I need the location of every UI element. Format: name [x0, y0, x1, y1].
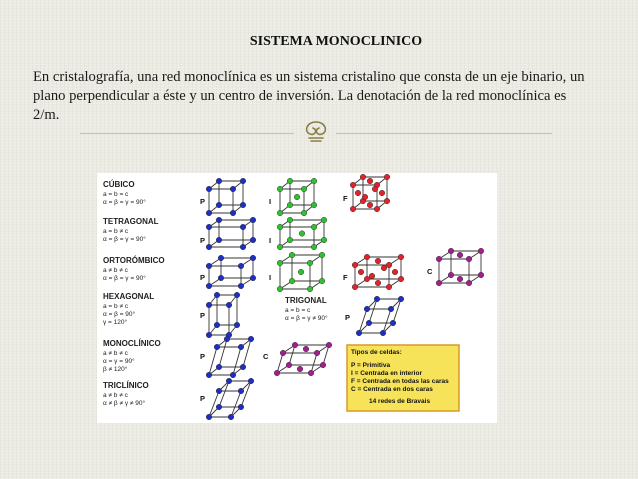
- svg-text:α = β = γ ≠ 90°: α = β = γ ≠ 90°: [285, 315, 328, 322]
- bravais-lattices-diagram: [97, 173, 497, 423]
- legend-item-p: P = Primitiva: [351, 362, 391, 369]
- cell-types-legend: [347, 345, 459, 411]
- letter-f-orthorhombic: F: [343, 273, 348, 282]
- svg-text:a = b ≠ c: a = b ≠ c: [103, 228, 129, 235]
- svg-text:a ≠ b ≠ c: a ≠ b ≠ c: [103, 392, 128, 399]
- legend-item-i: I = Centrada en interior: [351, 370, 422, 377]
- svg-text:TRIGONAL: TRIGONAL: [285, 296, 327, 305]
- system-label-monoclinic: [103, 339, 161, 373]
- system-label-orthorhombic: [103, 256, 165, 282]
- letter-c-monoclinic: C: [263, 352, 269, 361]
- legend-footer: 14 redes de Bravais: [369, 398, 431, 405]
- divider-left: [80, 133, 294, 134]
- svg-text:α ≠ β ≠ γ ≠ 90°: α ≠ β ≠ γ ≠ 90°: [103, 400, 146, 407]
- orthorhombic-i-cell: [277, 252, 325, 292]
- svg-text:a = b = c: a = b = c: [103, 191, 129, 198]
- svg-text:a = b ≠ c: a = b ≠ c: [103, 303, 129, 310]
- trigonal-p-cell: [356, 296, 404, 336]
- bravais-lattices-figure: [97, 173, 497, 423]
- cubic-p-cell: [206, 178, 246, 216]
- svg-text:a ≠ b ≠ c: a ≠ b ≠ c: [103, 350, 128, 357]
- legend-item-f: F = Centrada en todas las caras: [351, 378, 449, 385]
- svg-text:TRICLÍNICO: TRICLÍNICO: [103, 381, 149, 390]
- system-label-hexagonal: [103, 292, 154, 326]
- svg-text:α = β = γ = 90°: α = β = γ = 90°: [103, 199, 146, 206]
- system-label-tetragonal: [103, 217, 159, 243]
- letter-p-hexagonal: P: [200, 311, 206, 320]
- tetragonal-p-cell: [206, 217, 256, 250]
- svg-text:γ = 120°: γ = 120°: [103, 319, 128, 326]
- cubic-f-cell: [350, 174, 390, 212]
- svg-text:HEXAGONAL: HEXAGONAL: [103, 292, 155, 301]
- svg-text:MONOCLÍNICO: MONOCLÍNICO: [103, 339, 161, 348]
- divider-right: [336, 133, 552, 134]
- system-label-trigonal: [285, 296, 328, 322]
- letter-i-cubic: I: [269, 197, 272, 206]
- legend-title: Tipos de celdas:: [351, 349, 402, 356]
- monoclinic-c-cell: [274, 342, 332, 376]
- svg-text:α = β = γ = 90°: α = β = γ = 90°: [103, 275, 146, 282]
- letter-p-tetragonal: P: [200, 236, 206, 245]
- letter-c-orthorhombic: C: [427, 267, 433, 276]
- svg-text:TETRAGONAL: TETRAGONAL: [103, 217, 159, 226]
- system-label-cubic: [103, 180, 146, 206]
- orthorhombic-c-cell: [436, 248, 484, 286]
- orthorhombic-p-cell: [206, 255, 256, 289]
- hexagonal-p-cell: [206, 292, 240, 338]
- letter-p-trigonal: P: [345, 313, 351, 322]
- letter-i-orthorhombic: I: [269, 273, 272, 282]
- slide-title: [0, 34, 638, 50]
- tetragonal-i-cell: [277, 217, 327, 250]
- slide-title-text: SISTEMA MONOCLINICO: [249, 34, 423, 49]
- slide-body-text: En cristalografía, una red monoclínica es un sistema cristalino que consta de un eje binario, un plano perpendicular a éste y un centro de inversión. La denotación de la red monoclínica es 2/m.: [33, 69, 585, 123]
- letter-f-cubic: F: [343, 194, 348, 203]
- letter-i-tetragonal: I: [269, 236, 272, 245]
- letter-p-triclinic: P: [200, 394, 206, 403]
- svg-text:CÚBICO: CÚBICO: [103, 180, 135, 189]
- triclinic-p-cell: [206, 378, 254, 420]
- svg-text:a = b = c: a = b = c: [285, 307, 311, 314]
- svg-text:α = β = γ = 90°: α = β = γ = 90°: [103, 236, 146, 243]
- svg-text:α = β = 90°: α = β = 90°: [103, 311, 136, 318]
- letter-p-orthorhombic: P: [200, 273, 206, 282]
- monoclinic-p-cell: [206, 336, 254, 378]
- legend-item-c: C = Centrada en dos caras: [351, 386, 433, 393]
- svg-text:α = γ = 90°: α = γ = 90°: [103, 358, 135, 365]
- svg-text:β ≠ 120°: β ≠ 120°: [103, 366, 128, 373]
- orthorhombic-f-cell: [352, 254, 404, 290]
- letter-p-cubic: P: [200, 197, 206, 206]
- letter-p-monoclinic: P: [200, 352, 206, 361]
- ornament-icon: [296, 118, 336, 144]
- svg-text:ORTORÓMBICO: ORTORÓMBICO: [103, 256, 165, 265]
- cubic-i-cell: [277, 178, 317, 216]
- svg-text:a ≠ b ≠ c: a ≠ b ≠ c: [103, 267, 128, 274]
- system-label-triclinic: [103, 381, 149, 407]
